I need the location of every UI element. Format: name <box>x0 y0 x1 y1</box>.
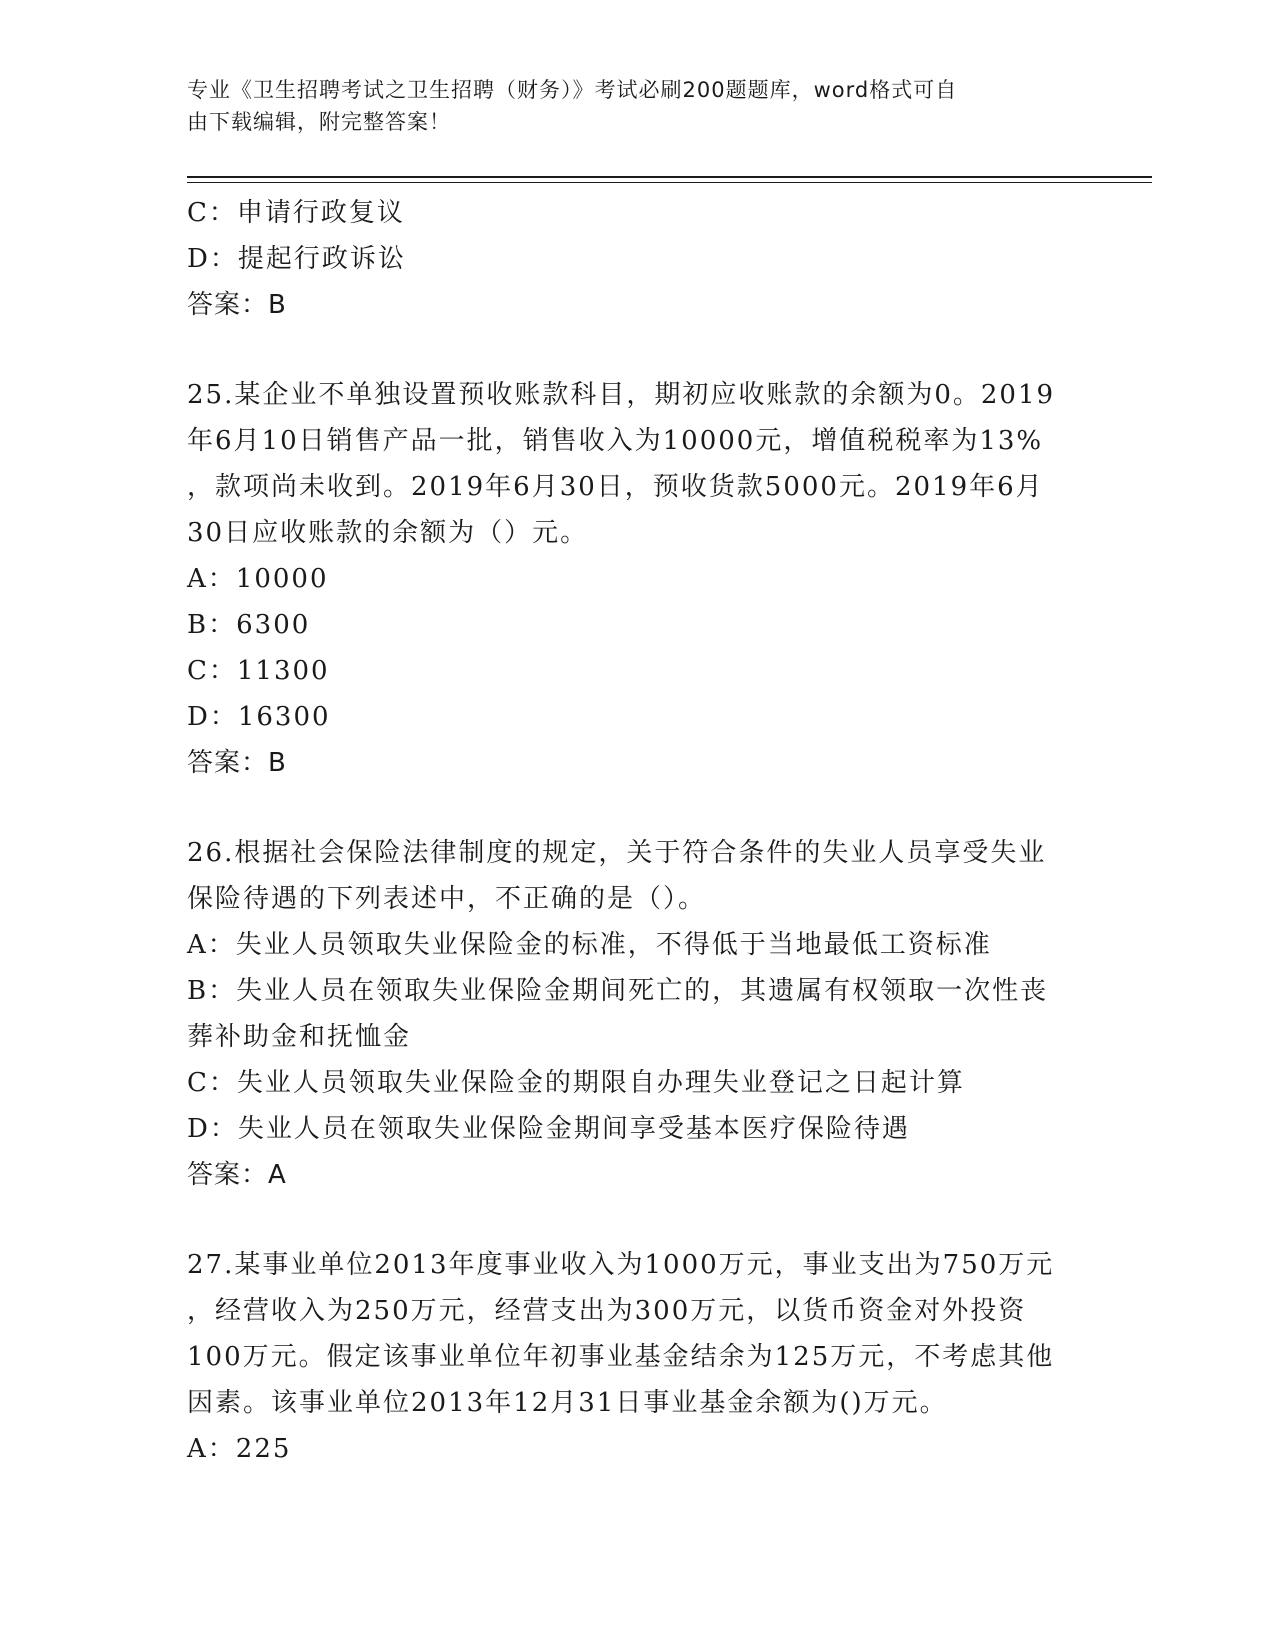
question-content <box>187 190 1087 1472</box>
q25-option-b: B：6300 <box>187 610 311 640</box>
header-divider-thick <box>187 176 1152 178</box>
q26-option-c: C：失业人员领取失业保险金的期限自办理失业登记之日起计算 <box>187 1068 965 1098</box>
q25-option-a: A：10000 <box>187 564 329 594</box>
q25-stem-line: ，款项尚未收到。2019年6月30日，预收货款5000元。2019年6月 <box>187 472 1044 502</box>
q27-option-a: A：225 <box>187 1434 292 1464</box>
q25-option-d: D：16300 <box>187 702 331 732</box>
q25-stem-line: 25.某企业不单独设置预收账款科目，期初应收账款的余额为0。2019 <box>187 380 1056 410</box>
q26-option-a: A：失业人员领取失业保险金的标准，不得低于当地最低工资标准 <box>187 930 992 960</box>
spacer <box>187 328 1087 372</box>
q25-stem-line: 年6月10日销售产品一批，销售收入为10000元，增值税税率为13% <box>187 426 1044 456</box>
q24-option-d: D：提起行政诉讼 <box>187 244 406 274</box>
q26-stem-line: 保险待遇的下列表述中，不正确的是（）。 <box>187 884 707 914</box>
q26-option-b-line: B：失业人员在领取失业保险金期间死亡的，其遗属有权领取一次性丧 <box>187 976 1049 1006</box>
q26-stem-line: 26.根据社会保险法律制度的规定，关于符合条件的失业人员享受失业 <box>187 838 1047 868</box>
document-header <box>187 74 1067 138</box>
q26-option-d: D：失业人员在领取失业保险金期间享受基本医疗保险待遇 <box>187 1114 910 1144</box>
header-divider-thin <box>187 182 1152 183</box>
q26-answer: 答案：A <box>187 1160 287 1190</box>
q25-stem-line: 30日应收账款的余额为（）元。 <box>187 518 589 548</box>
q27-stem-line: ，经营收入为250万元，经营支出为300万元，以货币资金对外投资 <box>187 1296 1027 1326</box>
spacer <box>187 786 1087 830</box>
header-line-2: 由下载编辑，附完整答案！ <box>187 110 451 134</box>
header-line-1: 专业《卫生招聘考试之卫生招聘（财务）》考试必刷200题题库，word格式可自 <box>187 78 958 102</box>
q27-stem-line: 100万元。假定该事业单位年初事业基金结余为125万元，不考虑其他 <box>187 1342 1055 1372</box>
q24-option-c: C：申请行政复议 <box>187 198 405 228</box>
spacer <box>187 1198 1087 1242</box>
q25-answer: 答案：B <box>187 748 287 778</box>
q27-stem-line: 因素。该事业单位2013年12月31日事业基金余额为()万元。 <box>187 1388 948 1418</box>
q24-answer: 答案：B <box>187 290 287 320</box>
q25-option-c: C：11300 <box>187 656 330 686</box>
q27-stem-line: 27.某事业单位2013年度事业收入为1000万元，事业支出为750万元 <box>187 1250 1055 1280</box>
q26-option-b-line: 葬补助金和抚恤金 <box>187 1022 412 1052</box>
